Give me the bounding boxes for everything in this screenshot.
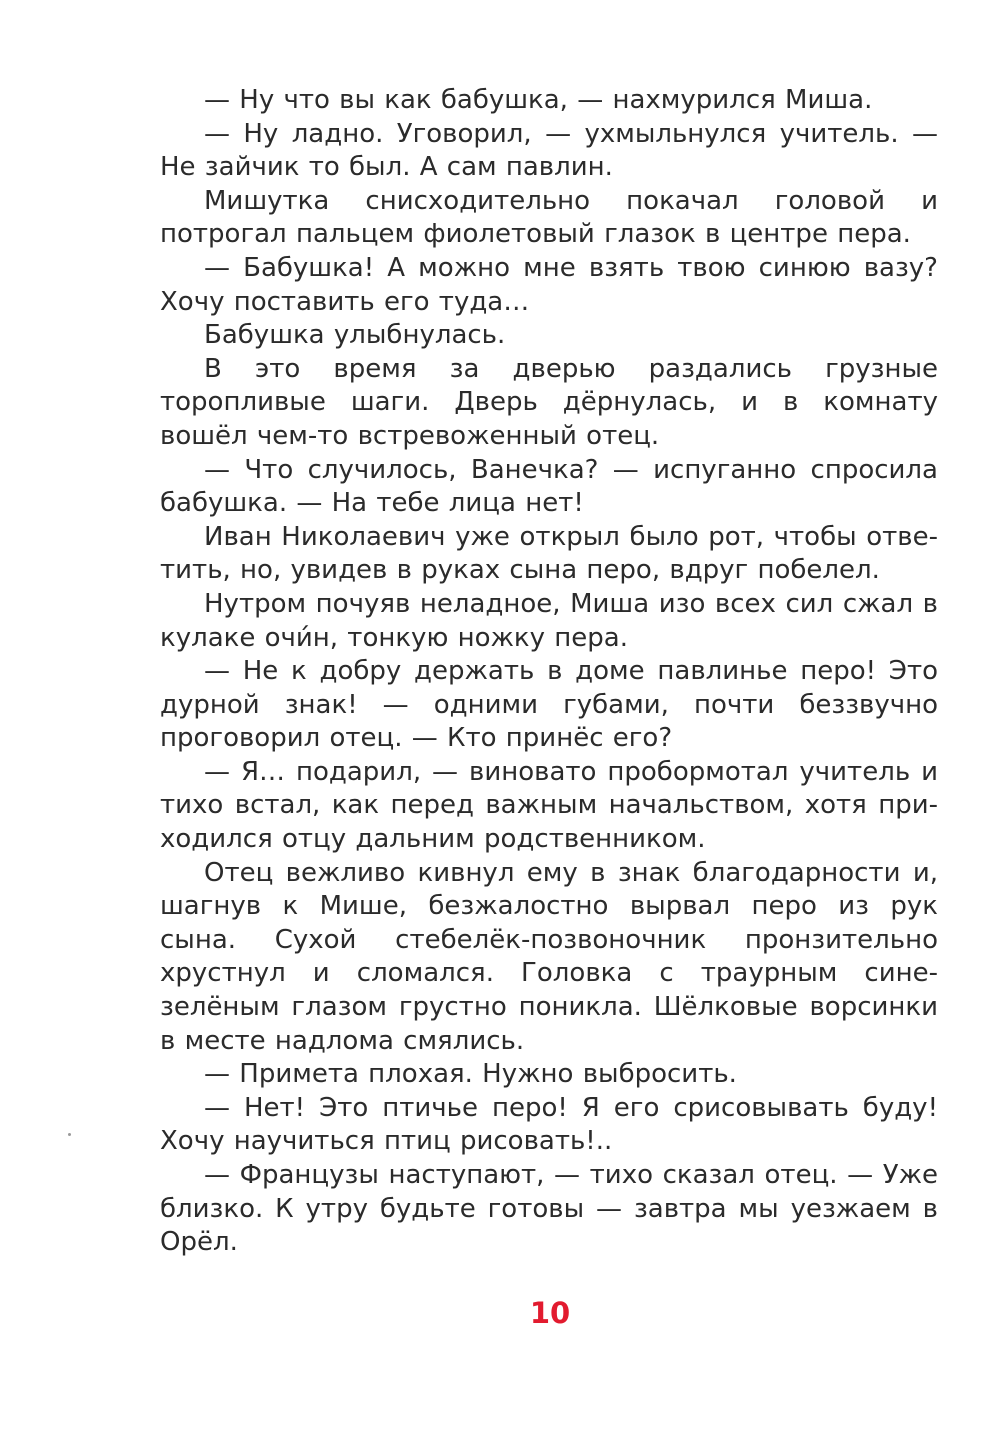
paragraph: — Примета плохая. Нужно выбросить. (204, 1059, 737, 1090)
paragraph: — Нет! Это птичье перо! Я его срисовывать буду! Хочу научиться птиц рисовать!.. (160, 1092, 938, 1157)
paragraph: — Я… подарил, — виновато пробормотал учитель и тихо встал, как перед важным начальством, хотя приходился отцу дальним родственником. (160, 756, 938, 855)
paragraph: — Что случилось, Ванечка? — испуганно спросила бабушка. — На тебе лица нет! (160, 454, 938, 519)
paragraph: Отец вежливо кивнул ему в знак благодарности и, шагнув к Мише, безжалостно вырвал перо из рук сына. Сухой стебелёк-позвоночник пронзительно хрустнул и сломался. Головка с траурным сине-зелёным глазом грустно поникла. Шёлковые ворсинки в месте надлома смялись. (160, 857, 938, 1056)
paragraph: — Французы наступают, — тихо сказал отец. — Уже близко. К утру будьте готовы — завтра мы уезжаем в Орёл. (160, 1160, 938, 1258)
paragraph: Иван Николаевич уже открыл было рот, чтобы ответить, но, увидев в руках сына перо, вдруг побелел. (160, 521, 938, 586)
paragraph: Мишутка снисходительно покачал головой и потрогал пальцем фиолетовый глазок в центре пера. (160, 185, 938, 250)
page-body (160, 84, 938, 1260)
paragraph: — Ну ладно. Уговорил, — ухмыльнулся учитель. — Не зайчик то был. А сам павлин. (160, 118, 938, 183)
paragraph: Бабушка улыбнулась. (204, 320, 506, 351)
paragraph: — Не к добру держать в доме павлинье перо! Это дурной знак! — одними губами, почти беззвучно проговорил отец. — Кто принёс его? (160, 656, 938, 754)
page-number: 10 (529, 1296, 571, 1330)
paragraph: Нутром почуяв неладное, Миша изо всех сил сжал в кулаке очи́н, тонкую ножку пера. (160, 588, 938, 653)
print-speck (68, 1133, 71, 1136)
paragraph: В это время за дверью раздались грузные торопливые шаги. Дверь дёрнулась, и в комнату вошёл чем-то встревоженный отец. (160, 353, 938, 451)
paragraph: — Бабушка! А можно мне взять твою синюю вазу? Хочу поставить его туда… (160, 252, 938, 317)
paragraph: — Ну что вы как бабушка, — нахмурился Миша. (204, 85, 873, 115)
